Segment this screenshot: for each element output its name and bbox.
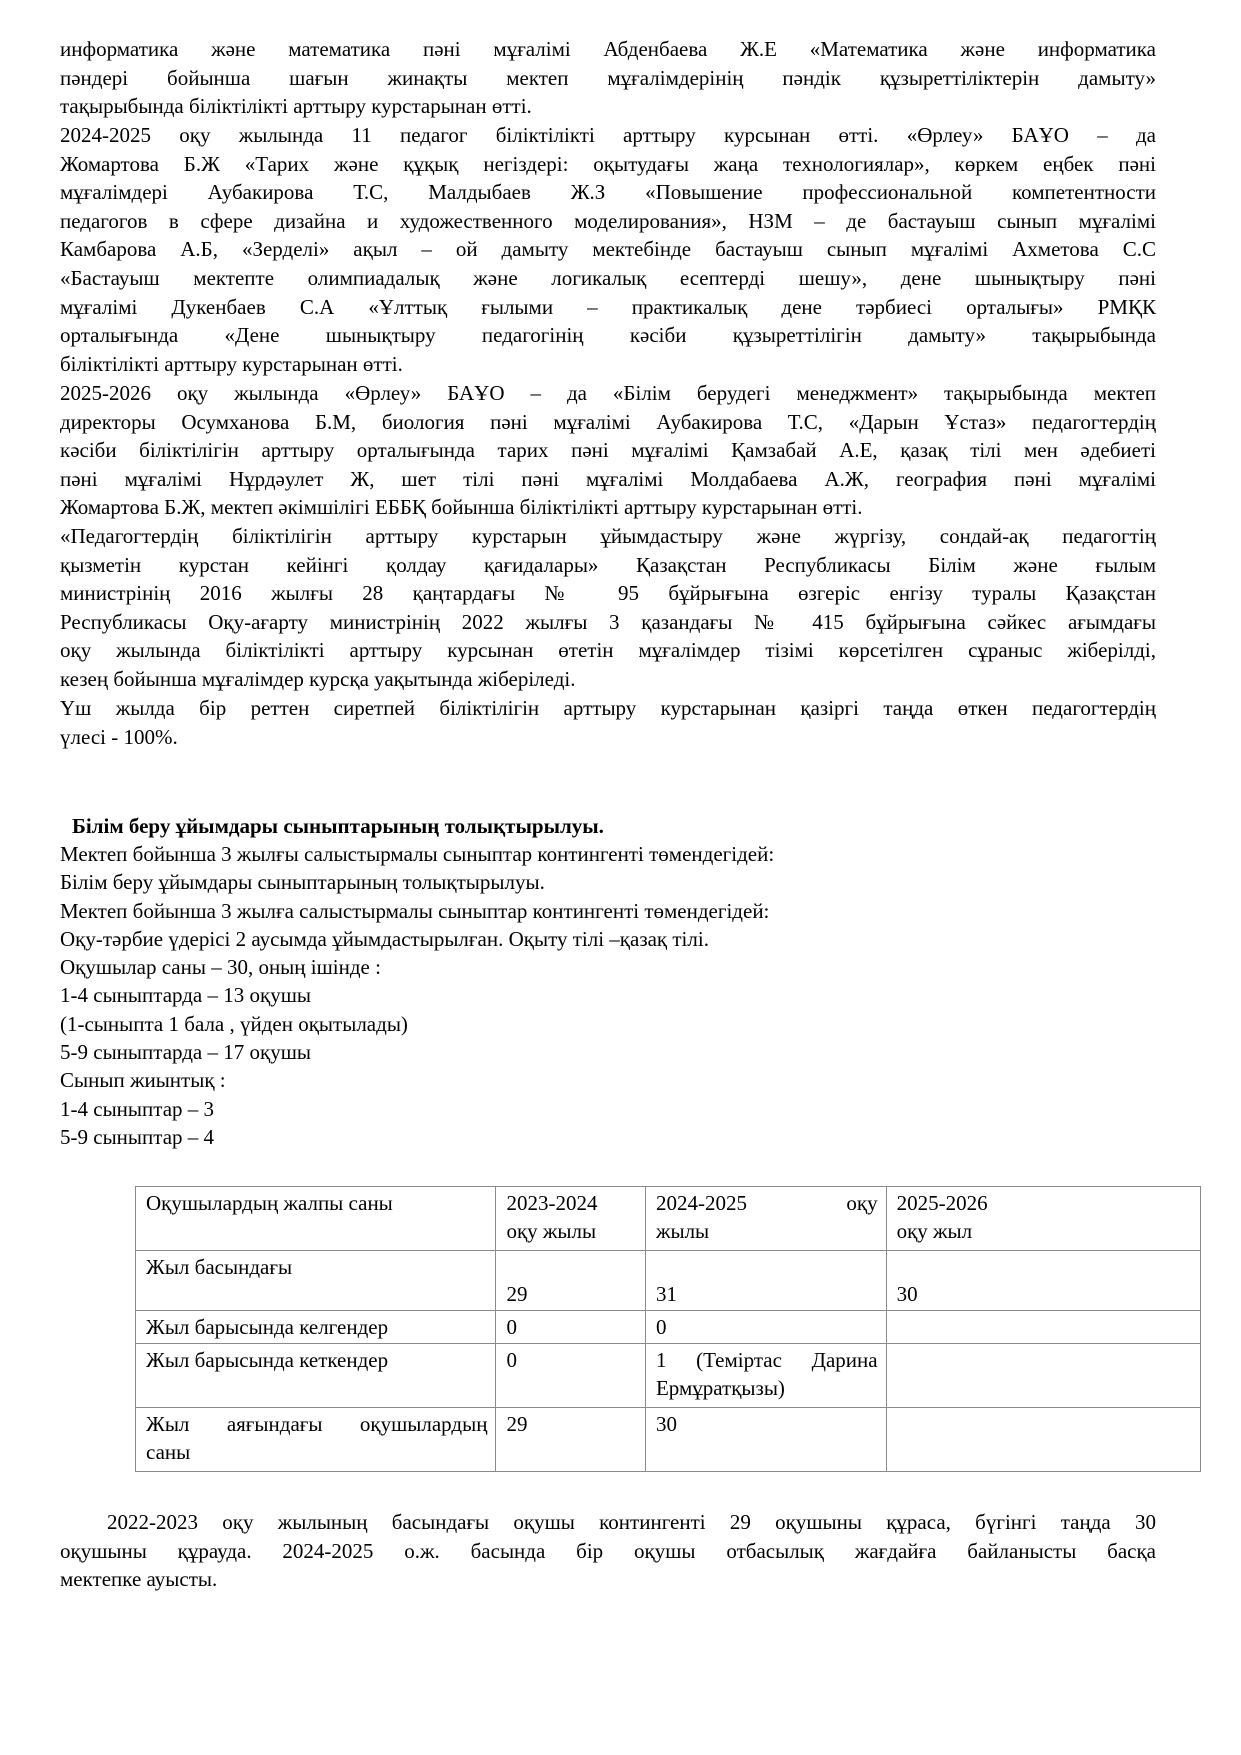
- cell-2025-2026: 30: [886, 1251, 1200, 1311]
- cell-line: 1 (Теміртас Дарина: [655, 1348, 878, 1372]
- text-line: пәні мұғалімі Нұрдәулет Ж, шет тілі пәні мұғалімі Молдабаева А.Ж, география пәні мұғалімі: [60, 466, 1156, 491]
- text-line: «Бастауыш мектепте олимпиадалық және логикалық есептерді шешу», дене шынықтыру пәні: [60, 265, 1156, 290]
- text-line: 2022-2023 оқу жылының басындағы оқушы контингенті 29 оқушыны құраса, бүгінгі таңда 30: [107, 1510, 1156, 1534]
- paragraph-share-100: [60, 694, 1156, 751]
- text-line: пәндері бойынша шағын жинақты мектеп мұғалімдерінің пәндік құзыреттіліктерін дамыту»: [60, 65, 1156, 90]
- text-line: информатика және математика пәні мұғалімі Абденбаева Ж.Е «Математика және информатика: [60, 37, 1156, 61]
- text-line: 1-4 сыныптарда – 13 оқушы: [60, 983, 311, 1008]
- table-row-left: [136, 1344, 1201, 1408]
- text-line: мұғалімдері Аубакирова Т.С, Малдыбаев Ж.З «Повышение профессиональной компетентности: [60, 180, 1156, 205]
- paragraph-abdenbaeva-course: [60, 35, 1156, 121]
- paragraph-2024-2025-courses: [60, 121, 1156, 378]
- cell-2023-2024: 29: [496, 1251, 646, 1311]
- text-line: Оқу-тәрбие үдерісі 2 аусымда ұйымдастырылған. Оқыту тілі –қазақ тілі.: [60, 926, 709, 951]
- text-line: біліктілікті арттыру курстарынан өтті.: [60, 351, 403, 376]
- text-line: мектепке ауысты.: [60, 1567, 218, 1592]
- cell-2024-2025: 30: [645, 1408, 886, 1472]
- paragraph-2025-2026-courses: [60, 379, 1156, 522]
- text-line: «Педагогтердің біліктілігін арттыру курстарын ұйымдастыру және жүргізу, сондай-ақ педагогтің: [60, 524, 1156, 548]
- text-line: қызметін курстан кейінгі қолдау қағидалары» Қазақстан Республикасы Білім және ғылым: [60, 552, 1156, 577]
- cell-2025-2026: [886, 1408, 1200, 1472]
- section-heading: Білім беру ұйымдары сыныптарының толықтырылуы.: [72, 814, 604, 838]
- text-line: 2025-2026 оқу жылында «Өрлеу» БАҰО – да «Білім берудегі менеджмент» тақырыбында мектеп: [60, 381, 1156, 405]
- text-line: кезең бойынша мұғалімдер курсқа уақытында жіберіледі.: [60, 666, 576, 691]
- text-line: оқу жылында біліктілікті арттыру курсынан өтетін мұғалімдер тізімі көрсетілген сұраныс жіберілді,: [60, 638, 1156, 663]
- text-line: Жомартова Б.Ж, мектеп әкімшілігі ЕББҚ бойынша біліктілікті арттыру курстарынан өтті.: [60, 495, 863, 520]
- paragraph-regulations: [60, 522, 1156, 694]
- header-cell-2024-2025: [645, 1187, 886, 1251]
- cell-line: 2025-2026: [896, 1191, 988, 1215]
- table-row-arrived: [136, 1311, 1201, 1344]
- cell-line: Жыл аяғындағы оқушылардың: [146, 1412, 488, 1436]
- text-line: (1-сыныпта 1 бала , үйден оқытылады): [60, 1011, 408, 1036]
- cell-2024-2025: 31: [645, 1251, 886, 1311]
- text-line: мұғалімі Дукенбаев С.А «Ұлттық ғылыми – практикалық дене тәрбиесі орталығы» РМҚК: [60, 294, 1156, 319]
- text-line: Білім беру ұйымдары сыныптарының толықтырылуы.: [60, 870, 545, 895]
- header-cell-2023-2024: [496, 1187, 646, 1251]
- cell-line: оқу жыл: [896, 1219, 973, 1243]
- text-line: 5-9 сыныптарда – 17 оқушы: [60, 1040, 311, 1065]
- text-line: кәсіби біліктілігін арттыру орталығында тарих пәні мұғалімі Қамзабай А.Е, қазақ тілі мен әдебиеті: [60, 438, 1156, 463]
- text-line: оқушыны құрауда. 2024-2025 о.ж. басында бір оқушы отбасылық жағдайға байланысты басқа: [60, 1538, 1156, 1563]
- text-line: орталығында «Дене шынықтыру педагогінің кәсіби құзыреттілігін дамыту» тақырыбында: [60, 323, 1156, 348]
- cell-line: Ермұратқызы): [655, 1376, 785, 1400]
- cell-line: саны: [146, 1440, 191, 1464]
- text-line: Үш жылда бір реттен сиретпей біліктілігін арттыру курстарынан қазіргі таңда өткен педагогтердің: [60, 696, 1156, 720]
- text-line: директоры Осумханова Б.М, биология пәні мұғалімі Аубакирова Т.С, «Дарын Ұстаз» педагогтердің: [60, 409, 1156, 434]
- cell-line: жылы: [655, 1219, 710, 1243]
- cell-2023-2024: 0: [496, 1344, 646, 1408]
- row-label: Жыл барысында кеткендер: [136, 1344, 496, 1408]
- text-line: 5-9 сыныптар – 4: [60, 1124, 215, 1149]
- cell-2023-2024: 0: [496, 1311, 646, 1344]
- row-label: Жыл басындағы: [136, 1251, 496, 1311]
- table-row-start: [136, 1251, 1201, 1311]
- row-label: [136, 1408, 496, 1472]
- text-line: Республикасы Оқу-ағарту министрінің 2022 жылғы 3 қазандағы № 415 бұйрығына сәйкес ағымдағы: [60, 609, 1156, 634]
- cell-2024-2025: [645, 1344, 886, 1408]
- text-line: Камбарова А.Б, «Зерделі» ақыл – ой дамыту мектебінде бастауыш сынып мұғалімі Ахметова С.С: [60, 237, 1156, 262]
- cell-2024-2025: 0: [645, 1311, 886, 1344]
- header-cell-2025-2026: [886, 1187, 1200, 1251]
- paragraph-contingent-summary: [60, 1508, 1156, 1594]
- table-row-end: [136, 1408, 1201, 1472]
- cell-line: 2024-2025 оқу: [655, 1191, 878, 1215]
- text-line: Мектеп бойынша 3 жылғы салыстырмалы сыныптар контингенті төмендегідей:: [60, 842, 775, 866]
- cell-2025-2026: [886, 1311, 1200, 1344]
- section-lines: [60, 840, 774, 1151]
- text-line: 2024-2025 оқу жылында 11 педагог біліктілікті арттыру курсынан өтті. «Өрлеу» БАҰО – да: [60, 123, 1156, 147]
- table-header-row: [136, 1187, 1201, 1251]
- cell-line: 2023-2024: [506, 1191, 598, 1215]
- text-line: Оқушылар саны – 30, оның ішінде :: [60, 955, 381, 980]
- text-line: 1-4 сыныптар – 3: [60, 1096, 215, 1121]
- text-line: Жомартова Б.Ж «Тарих және құқық негіздері: оқытудағы жаңа технологиялар», көркем еңбек пәні: [60, 151, 1156, 176]
- header-cell-label: Оқушылардың жалпы саны: [136, 1187, 496, 1251]
- text-line: педагогов в сфере дизайна и художественного моделирования», НЗМ – де бастауыш сынып мұғалімі: [60, 208, 1156, 233]
- row-label: Жыл барысында келгендер: [136, 1311, 496, 1344]
- cell-2025-2026: [886, 1344, 1200, 1408]
- text-line: тақырыбында біліктілікті арттыру курстарынан өтті.: [60, 94, 532, 119]
- text-line: Сынып жиынтық :: [60, 1068, 226, 1093]
- contingent-table: [135, 1186, 1201, 1472]
- text-line: Мектеп бойынша 3 жылға салыстырмалы сыныптар контингенті төмендегідей:: [60, 898, 770, 923]
- cell-2023-2024: 29: [496, 1408, 646, 1472]
- cell-line: оқу жылы: [506, 1219, 597, 1243]
- text-line: министрінің 2016 жылғы 28 қаңтардағы № 95 бұйрығына өзгеріс енгізу туралы Қазақстан: [60, 581, 1156, 606]
- text-line: үлесі - 100%.: [60, 724, 178, 749]
